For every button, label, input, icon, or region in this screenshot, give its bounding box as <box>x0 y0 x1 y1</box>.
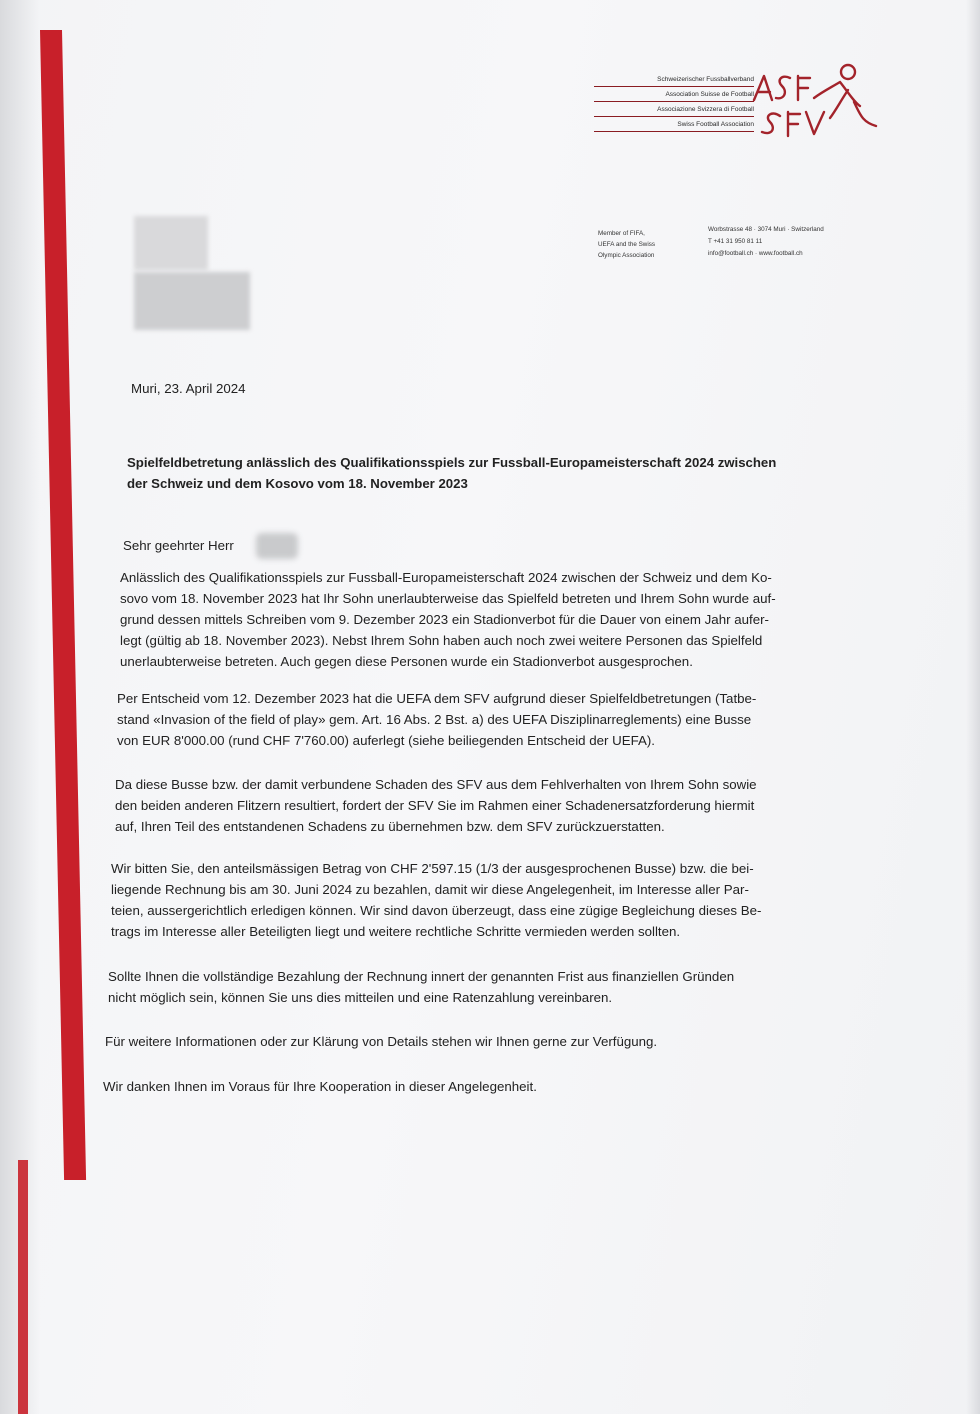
association-names <box>594 74 754 134</box>
salutation: Sehr geehrter Herr <box>123 538 234 553</box>
paragraph-line: stand «Invasion of the field of play» gem. Art. 16 Abs. 2 Bst. a) des UEFA Disziplinarreglements) eine Busse <box>117 712 752 727</box>
paragraph-line: legt (gültig ab 18. November 2023). Nebst Ihrem Sohn haben auch noch zwei weitere Personen das Spielfeld <box>120 633 763 648</box>
contact-web: info@football.ch · www.football.ch <box>708 250 803 257</box>
paragraph-line: Per Entscheid vom 12. Dezember 2023 hat die UEFA dem SFV aufgrund dieser Spielfeldbetretungen (Tatbe- <box>117 691 757 706</box>
paragraph-7 <box>103 1076 537 1097</box>
association-name: Associazione Svizzera di Football <box>594 104 754 117</box>
paragraph-line: teien, aussergerichtlich erledigen können. Wir sind davon überzeugt, dass eine zügige Begleichung dieses Be- <box>111 903 762 918</box>
sfv-logo-icon <box>750 62 880 142</box>
paragraph-line: Wir bitten Sie, den anteilsmässigen Betrag von CHF 2'597.15 (1/3 der ausgesprochenen Busse) bzw. die bei- <box>111 861 754 876</box>
subject-line: der Schweiz und dem Kosovo vom 18. November 2023 <box>127 476 468 491</box>
paragraph-6 <box>105 1031 657 1052</box>
paragraph-line: von EUR 8'000.00 (rund CHF 7'760.00) auferlegt (siehe beiliegenden Entscheid der UEFA). <box>117 733 655 748</box>
association-name: Schweizerischer Fussballverband <box>594 74 754 87</box>
paragraph-line: Sollte Ihnen die vollständige Bezahlung der Rechnung innert der genannten Frist aus finanziellen Gründen <box>108 969 735 984</box>
redacted-address-block <box>134 272 250 330</box>
paragraph-line: den beiden anderen Flitzern resultiert, fordert der SFV Sie im Rahmen einer Schadenersatzforderung hiermit <box>115 798 755 813</box>
association-name: Association Suisse de Football <box>594 89 754 102</box>
paragraph-4 <box>111 858 761 942</box>
paragraph-3 <box>115 774 757 837</box>
paragraph-line: Für weitere Informationen oder zur Klärung von Details stehen wir Ihnen gerne zur Verfügung. <box>105 1034 658 1049</box>
paragraph-line: auf, Ihren Teil des entstandenen Schadens zu übernehmen bzw. dem SFV zurückzuerstatten. <box>115 819 665 834</box>
red-margin-bar-lower <box>18 1160 28 1414</box>
paragraph-line: trags im Interesse aller Beteiligten liegt und weitere rechtliche Schritte vermieden werden sollten. <box>111 924 681 939</box>
redacted-name <box>256 533 298 559</box>
paragraph-line: liegende Rechnung bis am 30. Juni 2024 zu bezahlen, damit wir diese Angelegenheit, im Interesse aller Par- <box>111 882 749 897</box>
page-edge-shadow <box>966 0 980 1414</box>
contact-info <box>708 224 824 260</box>
paragraph-line: Anlässlich des Qualifikationsspiels zur Fussball-Europameisterschaft 2024 zwischen der Schweiz und dem Ko- <box>120 570 772 585</box>
letter-subject <box>127 452 776 494</box>
paragraph-line: nicht möglich sein, können Sie uns dies mitteilen und eine Ratenzahlung vereinbaren. <box>108 990 613 1005</box>
paragraph-1 <box>120 567 776 672</box>
paragraph-2 <box>117 688 756 751</box>
contact-phone: T +41 31 950 81 11 <box>708 238 763 245</box>
paragraph-line: unerlaubterweise betreten. Auch gegen diese Personen wurde ein Stadionverbot ausgesprochen. <box>120 654 693 669</box>
membership-line: Olympic Association <box>598 252 655 259</box>
paragraph-line: Wir danken Ihnen im Voraus für Ihre Kooperation in dieser Angelegenheit. <box>103 1079 537 1094</box>
association-name: Swiss Football Association <box>594 119 754 132</box>
membership-line: Member of FIFA, <box>598 230 645 237</box>
membership-info <box>598 228 655 261</box>
redacted-address-block <box>134 216 208 270</box>
red-margin-bar <box>40 30 86 1180</box>
paragraph-5 <box>108 966 734 1008</box>
paragraph-line: grund dessen mittels Schreiben vom 9. Dezember 2023 ein Stadionverbot für die Dauer von einem Jahr aufer- <box>120 612 769 627</box>
contact-address: Worbstrasse 48 · 3074 Muri · Switzerland <box>708 226 824 233</box>
letter-date: Muri, 23. April 2024 <box>131 381 246 396</box>
subject-line: Spielfeldbetretung anlässlich des Qualifikationsspiels zur Fussball-Europameisterschaft 2024 zwischen <box>127 455 777 470</box>
membership-line: UEFA and the Swiss <box>598 241 656 248</box>
paragraph-line: Da diese Busse bzw. der damit verbundene Schaden des SFV aus dem Fehlverhalten von Ihrem Sohn sowie <box>115 777 757 792</box>
paragraph-line: sovo vom 18. November 2023 hat Ihr Sohn unerlaubterweise das Spielfeld betreten und Ihrem Sohn wurde auf- <box>120 591 776 606</box>
